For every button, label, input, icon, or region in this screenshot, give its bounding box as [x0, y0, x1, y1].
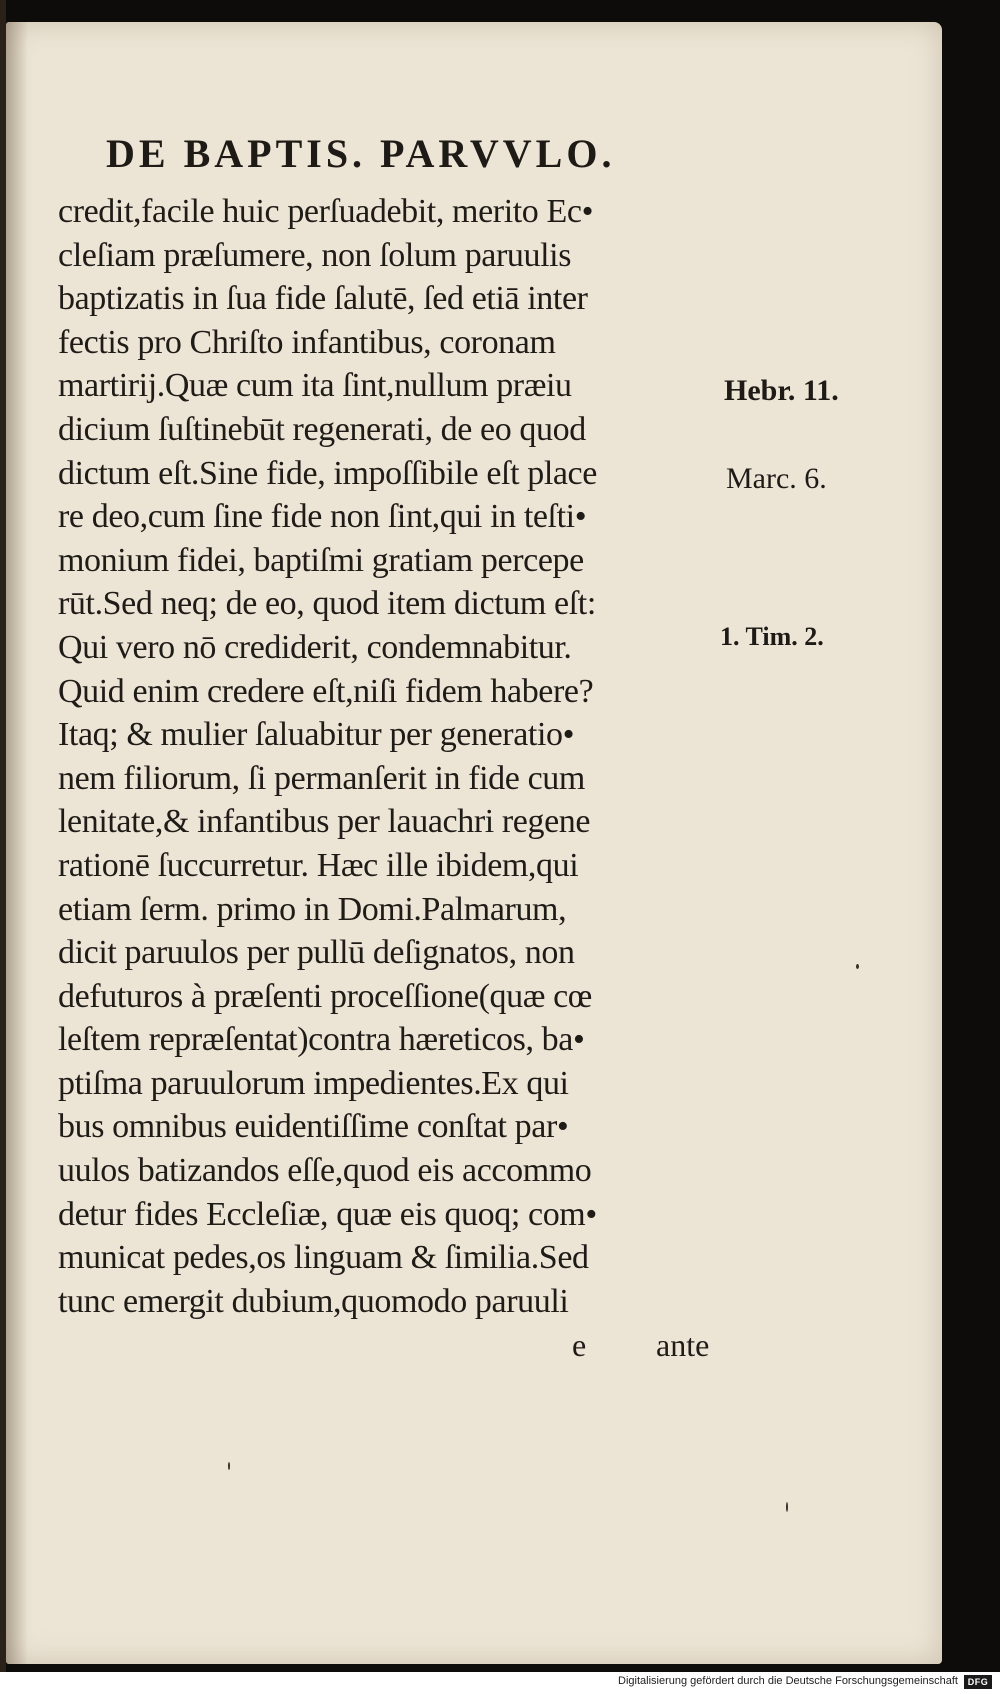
- text-line: nem filiorum, ſi permanſerit in fide cum: [58, 759, 585, 797]
- text-line: leſtem repræſentat)contra hæreticos, ba•: [58, 1021, 585, 1059]
- text-line: fectis pro Chriſto infantibus, coronam: [58, 323, 556, 361]
- text-line: re deo,cum ſine fide non ſint,qui in teſti•: [58, 498, 587, 536]
- text-line: dicium ſuſtinebūt regenerati, de eo quod: [58, 410, 586, 448]
- paper-speck: [786, 1502, 788, 1512]
- marginal-note-mark: Marc. 6.: [726, 462, 827, 495]
- text-line: detur fides Eccleſiæ, quæ eis quoq; com•: [58, 1195, 597, 1233]
- text-line: baptizatis in ſua fide ſalutē, ſed etiā inter: [58, 280, 588, 318]
- text-line: monium fidei, baptiſmi gratiam percepe: [58, 541, 584, 579]
- dfg-logo-icon: DFG: [964, 1675, 992, 1689]
- text-line: dictum eſt.Sine fide, impoſſibile eſt place: [58, 454, 597, 492]
- text-line: Quid enim credere eſt,niſi fidem habere?: [58, 672, 594, 710]
- text-line: rationē ſuccurretur. Hæc ille ibidem,qui: [58, 846, 579, 884]
- text-line: dicit paruulos per pullū deſignatos, non: [58, 934, 575, 972]
- text-line: Itaq; & mulier ſaluabitur per generatio•: [58, 716, 575, 754]
- text-line: ptiſma paruulorum impedientes.Ex qui: [58, 1064, 569, 1102]
- text-line: tunc emergit dubium,quomodo paruuli: [58, 1282, 569, 1320]
- catchword: ante: [656, 1327, 710, 1363]
- running-head: DE BAPTIS. PARVVLO.: [106, 131, 616, 176]
- text-line: credit,facile huic perſuadebit, merito Ec•: [58, 193, 594, 230]
- book-page: [6, 22, 942, 1664]
- text-line: cleſiam præſumere, non ſolum paruulis: [58, 236, 572, 274]
- paper-speck: [228, 1462, 230, 1470]
- text-line: bus omnibus euidentiſſime conſtat par•: [58, 1108, 569, 1146]
- marginal-note-hebrews: Hebr. 11.: [724, 374, 839, 407]
- text-line: uulos batizandos eſſe,quod eis accommo: [58, 1152, 592, 1190]
- signature-mark: e: [572, 1327, 587, 1363]
- text-line: municat pedes,os linguam & ſimilia.Sed: [58, 1239, 589, 1277]
- text-line: lenitate,& infantibus per lauachri regene: [58, 803, 591, 841]
- paper-speck: [856, 964, 859, 969]
- text-line: etiam ſerm. primo in Domi.Palmarum,: [58, 890, 567, 928]
- text-line: rūt.Sed neq; de eo, quod item dictum eſt:: [58, 585, 596, 623]
- digitization-footer: [0, 1672, 1000, 1694]
- body-text: [58, 190, 728, 1323]
- marginal-note-timothy: 1. Tim. 2.: [720, 622, 824, 651]
- text-line: defuturos à præſenti proceſſione(quæ cœ: [58, 977, 592, 1015]
- text-line: Qui vero nō crediderit, condemnabitur.: [58, 628, 572, 666]
- text-line: martirij.Quæ cum ita ſint,nullum præiu: [58, 367, 572, 405]
- funding-credit: Digitalisierung gefördert durch die Deutsche Forschungsgemeinschaft: [618, 1675, 958, 1687]
